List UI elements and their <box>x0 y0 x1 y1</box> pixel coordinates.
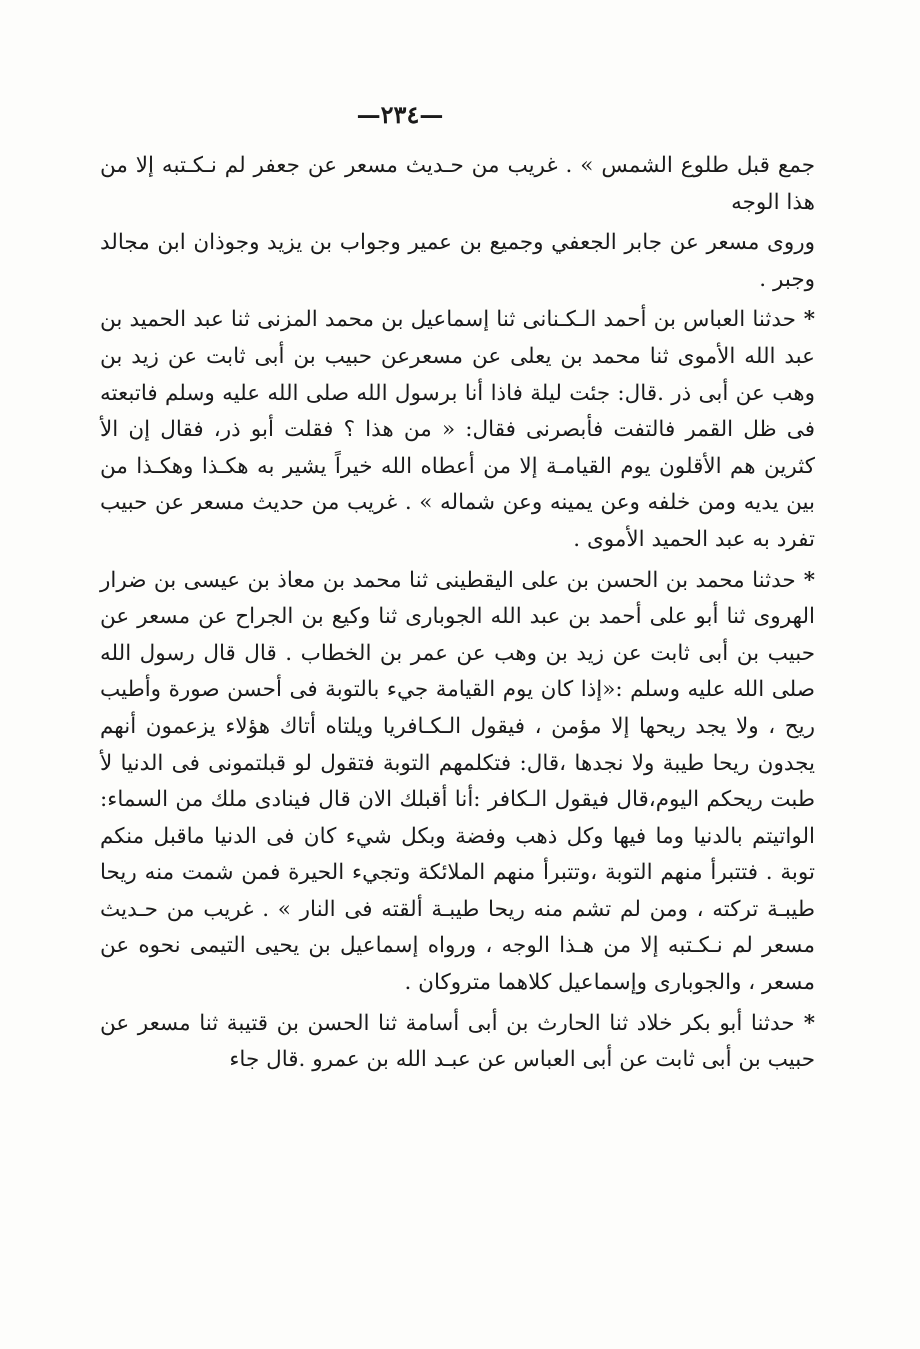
paragraph-hadith-tawba <box>100 563 815 1002</box>
paragraph-hadith-abdullah-ibn-amr <box>100 1006 815 1079</box>
body-text <box>100 148 815 1083</box>
page-number: —٢٣٤— <box>356 100 444 129</box>
paragraph-hadith-abu-dhar <box>100 302 815 558</box>
section-star-marker: * <box>795 567 815 593</box>
paragraph-text: حدثنا محمد بن الحسن بن على اليقطينى ثنا محمد بن معاذ بن عيسى بن ضرار الهروى ثنا أبو على أحمد بن عبد الله الجوبارى ثنا وكيع بن الجراح عن مسعر عن حبيب بن أبى ثابت عن زيد بن وهب عن عمر بن الخطاب . قال قال رسول الله صلى الله عليه وسلم :«إذا كان يوم القيامة جيء بالتوبة فى أحسن صورة وأطيب ريح ، ولا يجد ريحها إلا مؤمن ، فيقول الـكـافريا ويلتاه أتاك هؤلاء يزعمون أنهم يجدون ريحا طيبة ولا نجدها ،قال: فتكلمهم التوبة فتقول لو قبلتمونى فى الدنيا لأ طبت ريحكم اليوم،قال فيقول الـكافر :أنا أقبلك الان قال فينادى ملك من السماء: الواتيتم بالدنيا وما فيها وكل ذهب وفضة وبكل شيء كان فى الدنيا ماقبل منكم توبة . فتتبرأ منهم التوبة ،وتتبرأ منهم الملائكة وتجيء الحيرة فمن شمت منه ريحا طيبـة تركته ، ومن لم تشم منه ريحا طيبـة ألقته فى النار » . غريب من حـديث مسعر لم نـكـتبه إلا من هـذا الوجه ، ورواه إسماعيل بن يحيى التيمى نحوه عن مسعر ، والجوبارى وإسماعيل كلاهما متروكان . <box>100 567 815 996</box>
section-star-marker: * <box>794 1010 815 1036</box>
paragraph-narrators <box>100 225 815 298</box>
section-star-marker: * <box>795 307 815 333</box>
paragraph-text: وروى مسعر عن جابر الجعفي وجميع بن عمير وجواب بن يزيد وجوذان ابن مجالد وجبر . <box>100 230 815 292</box>
paragraph-hadith-tail <box>100 148 815 221</box>
paragraph-text: جمع قبل طلوع الشمس » . غريب من حـديث مسعر عن جعفر لم نـكـتبه إلا من هذا الوجه <box>100 153 815 215</box>
paragraph-text: حدثنا العباس بن أحمد الـكـنانى ثنا إسماعيل بن محمد المزنى ثنا عبد الحميد بن عبد الله الأموى ثنا محمد بن يعلى عن مسعرعن حبيب بن أبى ثابت عن زيد بن وهب عن أبى ذر .قال: جئت ليلة فاذا أنا برسول الله صلى الله عليه وسلم فاتبعته فى ظل القمر فالتفت فأبصرنى فقال: « من هذا ؟ فقلت أبو ذر، فقال إن الأ كثرين هم الأقلون يوم القيامـة إلا من أعطاه الله خيراً يشير به هكـذا وهكـذا من بين يديه ومن خلفه وعن يمينه وعن شماله » . غريب من حديث مسعر عن حبيب تفرد به عبد الحميد الأموى . <box>100 307 815 552</box>
paragraph-text: حدثنا أبو بكر خلاد ثنا الحارث بن أبى أسامة ثنا الحسن بن قتيبة ثنا مسعر عن حبيب بن أبى ثابت عن أبى العباس عن عبـد الله بن عمرو .قال جاء <box>100 1010 815 1073</box>
